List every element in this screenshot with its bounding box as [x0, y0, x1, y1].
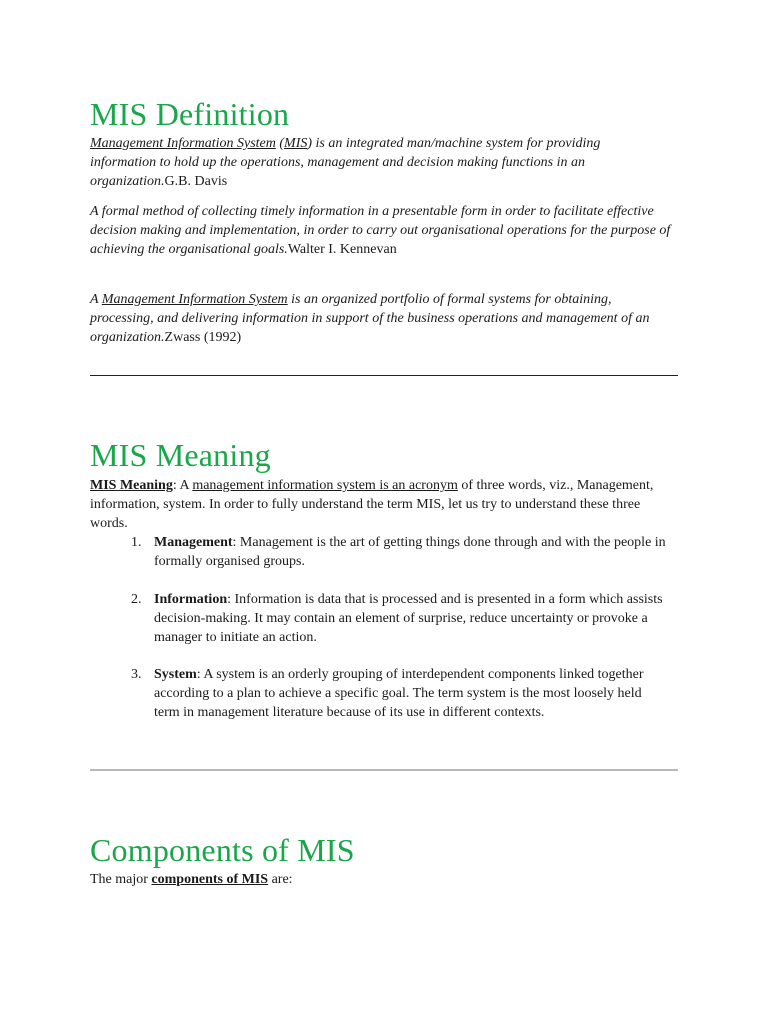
- definition-author: Walter I. Kennevan: [287, 242, 397, 258]
- link-management-information-system-2[interactable]: Management Information System: [101, 292, 288, 307]
- components-intro: [90, 870, 680, 889]
- definition-text: is an integrated man/machine system for providing information to hold up the operations, management and decision making functions in an organization.: [90, 136, 601, 190]
- list-text: : A system is an orderly grouping of interdependent components linked together according to a plan to achieve a specific goal. The term system is the most loosely held term in management literature because of its use in different contexts.: [154, 667, 644, 721]
- list-item: [90, 590, 666, 648]
- definition-author: G.B. Davis: [164, 174, 228, 190]
- list-text: : Information is data that is processed and is presented in a form which assists decision-making. It may contain an element of surprise, reduce uncertainty or provoke a manager to initiate an action.: [154, 592, 663, 646]
- list-number: 3.: [131, 667, 142, 682]
- definition-zwass: [90, 290, 675, 348]
- list-term: Information: [154, 592, 228, 607]
- list-item: [90, 665, 666, 723]
- definition-text: A formal method of collecting timely information in a presentable form in order to facilitate effective decision making and implementation, in order to carry out organisational operations for the purpose of achieving the organisational goals.: [90, 204, 671, 258]
- list-text: : Management is the art of getting things done through and with the people in formally organised groups.: [154, 535, 666, 570]
- list-term: Management: [154, 535, 233, 550]
- heading-mis-meaning: MIS Meaning: [90, 437, 271, 473]
- link-management-information-system[interactable]: Management Information System: [90, 136, 276, 151]
- heading-components-of-mis: Components of MIS: [90, 832, 355, 868]
- list-item: [90, 533, 666, 571]
- definition-davis: [90, 134, 665, 192]
- components-suffix: are:: [268, 872, 293, 887]
- list-number: 2.: [131, 592, 142, 607]
- definition-text: is an organized portfolio of formal systems for obtaining, processing, and delivering information in support of the business operations and management of an organization.: [90, 292, 650, 346]
- link-mis[interactable]: MIS: [284, 136, 308, 151]
- link-components-of-mis[interactable]: components of MIS: [151, 872, 269, 887]
- divider-2: [90, 769, 678, 771]
- heading-mis-definition: MIS Definition: [90, 96, 290, 132]
- divider-1: [90, 375, 678, 376]
- list-term: System: [154, 667, 197, 682]
- intro-colon: : A: [172, 478, 193, 493]
- components-prefix: The major: [90, 872, 152, 887]
- term-mis-meaning: MIS Meaning: [90, 478, 173, 493]
- definition-prefix: A: [90, 292, 102, 307]
- definition-author: Zwass (1992): [164, 330, 242, 346]
- close-paren: ): [307, 136, 313, 151]
- meaning-intro: [90, 476, 680, 534]
- definition-kennevan: [90, 202, 680, 260]
- list-number: 1.: [131, 535, 142, 550]
- link-mis-acronym[interactable]: management information system is an acronym: [192, 478, 458, 493]
- open-paren: (: [275, 136, 285, 151]
- intro-text: of three words, viz., Management, information, system. In order to fully understand the term MIS, let us try to understand these three words.: [90, 478, 654, 532]
